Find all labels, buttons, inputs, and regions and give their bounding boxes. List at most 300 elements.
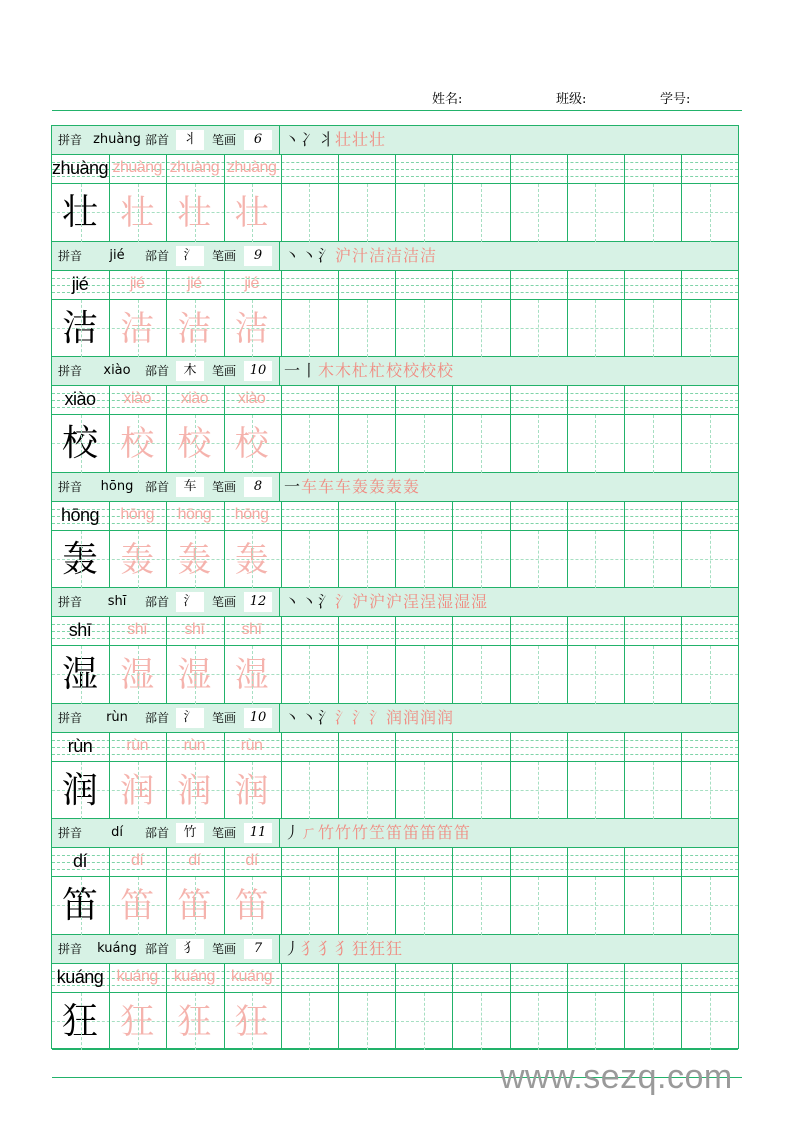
pinyin-label: 拼音 — [58, 364, 83, 378]
grid-mid-vertical — [595, 877, 596, 935]
grid-mid-vertical — [195, 877, 196, 935]
grid-column-line — [395, 502, 396, 589]
grid-column-line — [452, 964, 453, 1051]
pinyin-value: zhuàng — [93, 132, 141, 147]
grid-mid-vertical — [653, 762, 654, 820]
grid-column-line — [624, 386, 625, 473]
character-trace: 壮 — [234, 193, 269, 233]
grid-column-line — [109, 848, 110, 935]
grid-mid-vertical — [653, 531, 654, 589]
pinyin-trace: rùn — [183, 736, 206, 754]
character-trace: 笛 — [177, 886, 212, 926]
grid-column-line — [624, 617, 625, 704]
grid-mid-vertical — [710, 646, 711, 704]
grid-column-line — [567, 271, 568, 358]
grid-column-line — [452, 155, 453, 242]
char-info-row — [52, 473, 738, 502]
character-trace: 洁 — [120, 308, 155, 349]
grid-mid-vertical — [538, 877, 539, 935]
character-model: 狂 — [61, 1000, 98, 1042]
char-info-row — [52, 704, 738, 733]
grid-column-line — [338, 386, 339, 473]
grid-mid-vertical — [81, 646, 82, 704]
stroke-order-dark: 丿 — [284, 823, 302, 842]
grid-mid-vertical — [481, 646, 482, 704]
radical-value: 氵 — [176, 246, 204, 266]
stroke-order — [284, 473, 420, 501]
grid-mid-vertical — [653, 877, 654, 935]
radical-label: 部首 — [145, 710, 170, 725]
grid-column-line — [395, 617, 396, 704]
grid-column-line — [338, 733, 339, 820]
pinyin-trace: zhuàng — [169, 159, 220, 176]
grid-column-line — [624, 733, 625, 820]
stroke-count-label: 笔画 — [212, 595, 237, 609]
grid-column-line — [452, 502, 453, 589]
character-model: 湿 — [61, 654, 98, 695]
grid-column-line — [624, 502, 625, 589]
stroke-order — [284, 126, 386, 154]
grid-mid-vertical — [710, 762, 711, 820]
pinyin-trace: kuáng — [116, 967, 158, 985]
stroke-count-label: 笔画 — [212, 248, 237, 263]
stroke-order-light: 氵沪沪沪浧浧湿湿湿 — [335, 592, 489, 611]
grid-mid-vertical — [538, 762, 539, 820]
grid-mid-vertical — [138, 184, 139, 242]
pinyin-label: 拼音 — [58, 248, 83, 263]
stroke-order-light: 犭犭犭狂狂狂 — [301, 938, 404, 958]
grid-column-line — [166, 617, 167, 704]
grid-column-line — [109, 617, 110, 704]
character-trace: 湿 — [177, 655, 212, 695]
watermark: www.sezq.com — [500, 1058, 733, 1096]
grid-mid-vertical — [653, 646, 654, 704]
pinyin-trace: xiào — [123, 390, 151, 407]
grid-column-line — [681, 271, 682, 358]
pinyin-model: jié — [71, 273, 89, 294]
character-trace: 润 — [177, 770, 212, 811]
grid-column-line — [224, 386, 225, 473]
grid-mid-vertical — [653, 300, 654, 358]
grid-column-line — [567, 964, 568, 1051]
grid-mid-vertical — [81, 300, 82, 358]
grid-mid-vertical — [481, 415, 482, 473]
student-info-bar — [0, 88, 800, 108]
grid-column-line — [166, 271, 167, 358]
pinyin-trace: shī — [241, 621, 262, 638]
grid-mid-vertical — [138, 877, 139, 935]
grid-mid-vertical — [252, 300, 253, 358]
grid-column-line — [452, 733, 453, 820]
pinyin-label: 拼音 — [58, 595, 83, 609]
pinyin-trace: jié — [187, 274, 202, 292]
grid-mid-vertical — [595, 762, 596, 820]
grid-mid-vertical — [309, 300, 310, 358]
pinyin-value: jié — [109, 247, 125, 263]
grid-mid-vertical — [252, 184, 253, 242]
stroke-order — [284, 935, 403, 963]
grid-column-line — [281, 155, 282, 242]
grid-mid-vertical — [81, 993, 82, 1051]
character-trace: 润 — [234, 770, 269, 811]
grid-mid-vertical — [138, 531, 139, 589]
header-divider — [279, 357, 280, 385]
grid-column-line — [624, 848, 625, 935]
pinyin-trace: hōng — [177, 505, 212, 523]
grid-column-line — [510, 386, 511, 473]
character-model: 润 — [61, 769, 98, 811]
pinyin-value: rùn — [106, 709, 128, 725]
grid-mid-vertical — [138, 762, 139, 820]
header-divider — [279, 126, 280, 154]
pinyin-model: kuáng — [56, 966, 104, 987]
char-info-row — [52, 126, 738, 155]
stroke-order-dark: 丶丶氵 — [284, 707, 336, 727]
grid-mid-vertical — [710, 993, 711, 1051]
grid-mid-vertical — [710, 531, 711, 589]
pinyin-trace: jié — [129, 274, 145, 292]
stroke-order-dark: 一 — [284, 476, 302, 496]
grid-column-line — [224, 964, 225, 1051]
pinyin-trace: jié — [244, 274, 259, 292]
stroke-order-light: 沪汁洁洁洁洁 — [335, 245, 438, 265]
grid-column-line — [338, 502, 339, 589]
grid-mid-vertical — [309, 184, 310, 242]
grid-mid-vertical — [595, 184, 596, 242]
character-trace: 笛 — [234, 886, 269, 926]
grid-mid-vertical — [481, 300, 482, 358]
stroke-order-dark: 丶冫丬 — [284, 130, 336, 149]
grid-mid-vertical — [252, 877, 253, 935]
char-info-row — [52, 242, 738, 271]
pinyin-trace: hōng — [120, 505, 154, 523]
stroke-count-label: 笔画 — [212, 710, 237, 725]
stroke-order-light: 车车车轰轰轰轰 — [301, 476, 421, 496]
char-info-row — [52, 357, 738, 386]
radical-label: 部首 — [145, 826, 170, 840]
char-block — [52, 704, 738, 820]
stroke-count-value: 7 — [244, 939, 272, 959]
grid-column-line — [395, 155, 396, 242]
stroke-order-dark: 丿 — [284, 938, 302, 958]
radical-label: 部首 — [145, 595, 170, 609]
grid-column-line — [452, 848, 453, 935]
grid-mid-vertical — [595, 993, 596, 1051]
grid-column-line — [681, 502, 682, 589]
stroke-count-value: 6 — [244, 130, 272, 150]
char-block — [52, 126, 738, 242]
grid-mid-vertical — [309, 531, 310, 589]
pinyin-model: hōng — [60, 504, 100, 525]
grid-column-line — [510, 155, 511, 242]
grid-mid-vertical — [710, 300, 711, 358]
char-info-row — [52, 935, 738, 964]
stroke-order-dark: 丶丶氵 — [284, 245, 336, 265]
stroke-order-dark: 一丨 — [284, 361, 319, 380]
stroke-count-label: 笔画 — [212, 133, 237, 147]
grid-mid-vertical — [309, 877, 310, 935]
pinyin-trace: rùn — [126, 736, 148, 754]
grid-mid-vertical — [481, 993, 482, 1051]
character-trace: 校 — [177, 424, 212, 464]
grid-column-line — [338, 155, 339, 242]
char-info-row — [52, 588, 738, 617]
grid-mid-vertical — [538, 300, 539, 358]
pinyin-model: rùn — [67, 735, 93, 756]
grid-mid-vertical — [367, 184, 368, 242]
character-trace: 校 — [120, 424, 155, 464]
character-trace: 润 — [120, 770, 155, 811]
character-trace: 壮 — [120, 193, 155, 233]
character-trace: 轰 — [120, 539, 155, 580]
pinyin-model: dí — [72, 851, 87, 871]
grid-column-line — [395, 848, 396, 935]
stroke-order-light: 氵氵氵润润润润 — [335, 707, 455, 727]
pinyin-value: shī — [107, 594, 127, 609]
character-trace: 狂 — [234, 1001, 269, 1042]
pinyin-trace: rùn — [240, 736, 263, 754]
grid-mid-vertical — [653, 184, 654, 242]
grid-column-line — [166, 502, 167, 589]
grid-mid-vertical — [309, 762, 310, 820]
top-rule — [52, 110, 742, 111]
character-trace: 洁 — [177, 308, 212, 349]
radical-label: 部首 — [145, 133, 170, 147]
grid-mid-vertical — [138, 415, 139, 473]
grid-column-line — [281, 848, 282, 935]
pinyin-trace: zhuàng — [112, 159, 162, 176]
grid-mid-vertical — [595, 415, 596, 473]
pinyin-trace: kuáng — [173, 967, 215, 985]
pinyin-value: xiào — [103, 363, 131, 378]
grid-column-line — [681, 964, 682, 1051]
grid-mid-vertical — [195, 415, 196, 473]
radical-value: 木 — [176, 361, 204, 381]
stroke-count-value: 10 — [244, 361, 272, 381]
grid-column-line — [452, 271, 453, 358]
grid-column-line — [166, 964, 167, 1051]
grid-mid-vertical — [424, 877, 425, 935]
grid-column-line — [109, 271, 110, 358]
grid-mid-vertical — [252, 993, 253, 1051]
grid-mid-vertical — [81, 531, 82, 589]
radical-label: 部首 — [145, 941, 170, 956]
radical-label: 部首 — [145, 479, 170, 494]
pinyin-label: 拼音 — [58, 826, 83, 840]
grid-mid-vertical — [538, 415, 539, 473]
grid-mid-vertical — [710, 415, 711, 473]
grid-mid-vertical — [424, 993, 425, 1051]
grid-mid-vertical — [309, 415, 310, 473]
grid-mid-vertical — [367, 300, 368, 358]
grid-mid-vertical — [538, 184, 539, 242]
character-trace: 狂 — [120, 1001, 155, 1042]
pinyin-model: zhuàng — [52, 158, 109, 178]
grid-column-line — [338, 848, 339, 935]
pinyin-value: kuáng — [97, 940, 137, 956]
practice-sheet — [51, 125, 739, 1049]
pinyin-trace: zhuàng — [226, 159, 277, 176]
character-model: 轰 — [61, 538, 98, 580]
grid-column-line — [281, 964, 282, 1051]
pinyin-label: 拼音 — [58, 133, 83, 147]
grid-column-line — [452, 386, 453, 473]
grid-column-line — [510, 964, 511, 1051]
grid-column-line — [510, 733, 511, 820]
pinyin-trace: shī — [127, 621, 148, 638]
grid-mid-vertical — [481, 184, 482, 242]
grid-mid-vertical — [252, 646, 253, 704]
character-trace: 湿 — [234, 655, 269, 695]
grid-column-line — [281, 502, 282, 589]
pinyin-trace: kuáng — [231, 967, 273, 985]
grid-column-line — [166, 848, 167, 935]
grid-mid-vertical — [367, 877, 368, 935]
grid-mid-vertical — [424, 300, 425, 358]
pinyin-trace: xiào — [237, 390, 266, 407]
stroke-count-value: 11 — [244, 823, 272, 843]
grid-column-line — [224, 271, 225, 358]
grid-column-line — [510, 502, 511, 589]
grid-mid-vertical — [367, 415, 368, 473]
grid-mid-vertical — [367, 993, 368, 1051]
grid-mid-vertical — [595, 531, 596, 589]
pinyin-trace: shī — [184, 621, 205, 638]
grid-mid-vertical — [252, 762, 253, 820]
grid-column-line — [395, 733, 396, 820]
header-divider — [279, 473, 280, 501]
header-divider — [279, 935, 280, 963]
radical-value: 犭 — [176, 939, 204, 959]
character-trace: 洁 — [234, 308, 269, 349]
pinyin-label: 拼音 — [58, 941, 83, 956]
grid-mid-vertical — [424, 646, 425, 704]
character-model: 壮 — [61, 192, 98, 233]
grid-column-line — [224, 617, 225, 704]
grid-mid-vertical — [252, 415, 253, 473]
grid-column-line — [510, 271, 511, 358]
stroke-order-dark: 丶丶氵 — [284, 592, 336, 611]
grid-mid-vertical — [481, 531, 482, 589]
grid-mid-vertical — [252, 531, 253, 589]
grid-column-line — [395, 964, 396, 1051]
grid-column-line — [109, 733, 110, 820]
grid-column-line — [567, 502, 568, 589]
character-model: 笛 — [61, 885, 98, 926]
grid-column-line — [281, 733, 282, 820]
header-divider — [279, 704, 280, 732]
grid-column-line — [109, 502, 110, 589]
number-label: 学号: — [660, 92, 691, 107]
grid-column-line — [681, 155, 682, 242]
grid-mid-vertical — [481, 877, 482, 935]
header-divider — [279, 819, 280, 847]
header-divider — [279, 242, 280, 270]
grid-mid-vertical — [195, 993, 196, 1051]
grid-column-line — [681, 848, 682, 935]
char-info-row — [52, 819, 738, 848]
stroke-order-light: ㄏ竹竹竹笁笛笛笛笛笛 — [301, 823, 472, 842]
radical-value: 氵 — [176, 592, 204, 612]
grid-column-line — [681, 733, 682, 820]
character-trace: 校 — [234, 424, 269, 464]
grid-column-line — [224, 733, 225, 820]
stroke-count-label: 笔画 — [212, 364, 237, 378]
grid-mid-vertical — [195, 762, 196, 820]
grid-column-line — [681, 386, 682, 473]
grid-column-line — [338, 964, 339, 1051]
radical-value: 丬 — [176, 130, 204, 150]
grid-mid-vertical — [710, 184, 711, 242]
grid-mid-vertical — [595, 646, 596, 704]
grid-mid-vertical — [138, 646, 139, 704]
pinyin-model: shī — [68, 620, 92, 640]
grid-mid-vertical — [138, 993, 139, 1051]
grid-column-line — [166, 155, 167, 242]
grid-mid-vertical — [653, 415, 654, 473]
grid-column-line — [224, 848, 225, 935]
pinyin-trace: dí — [188, 852, 201, 869]
grid-mid-vertical — [538, 646, 539, 704]
class-label: 班级: — [556, 92, 587, 107]
grid-column-line — [224, 155, 225, 242]
grid-column-line — [567, 386, 568, 473]
pinyin-label: 拼音 — [58, 710, 83, 725]
char-block — [52, 242, 738, 358]
grid-column-line — [281, 617, 282, 704]
grid-column-line — [338, 271, 339, 358]
char-block — [52, 819, 738, 935]
grid-mid-vertical — [367, 646, 368, 704]
grid-column-line — [224, 502, 225, 589]
character-model: 校 — [61, 423, 98, 464]
grid-column-line — [567, 617, 568, 704]
radical-value: 竹 — [176, 823, 204, 843]
grid-column-line — [624, 155, 625, 242]
pinyin-label: 拼音 — [58, 479, 83, 494]
stroke-order — [284, 704, 454, 732]
grid-column-line — [338, 617, 339, 704]
grid-column-line — [624, 271, 625, 358]
grid-mid-vertical — [538, 531, 539, 589]
grid-column-line — [567, 848, 568, 935]
header-divider — [279, 588, 280, 616]
stroke-count-label: 笔画 — [212, 479, 237, 494]
character-trace: 笛 — [120, 886, 155, 926]
grid-column-line — [166, 733, 167, 820]
stroke-order — [284, 819, 471, 847]
pinyin-model: xiào — [64, 389, 96, 409]
grid-column-line — [510, 848, 511, 935]
character-trace: 壮 — [177, 193, 212, 233]
grid-mid-vertical — [81, 877, 82, 935]
grid-column-line — [567, 155, 568, 242]
character-trace: 湿 — [120, 655, 155, 695]
grid-mid-vertical — [195, 646, 196, 704]
grid-mid-vertical — [309, 993, 310, 1051]
grid-mid-vertical — [538, 993, 539, 1051]
grid-mid-vertical — [81, 415, 82, 473]
grid-mid-vertical — [424, 415, 425, 473]
grid-column-line — [624, 964, 625, 1051]
grid-column-line — [281, 271, 282, 358]
grid-mid-vertical — [481, 762, 482, 820]
stroke-count-label: 笔画 — [212, 941, 237, 956]
grid-column-line — [510, 617, 511, 704]
grid-column-line — [109, 386, 110, 473]
grid-column-line — [395, 386, 396, 473]
grid-mid-vertical — [367, 762, 368, 820]
